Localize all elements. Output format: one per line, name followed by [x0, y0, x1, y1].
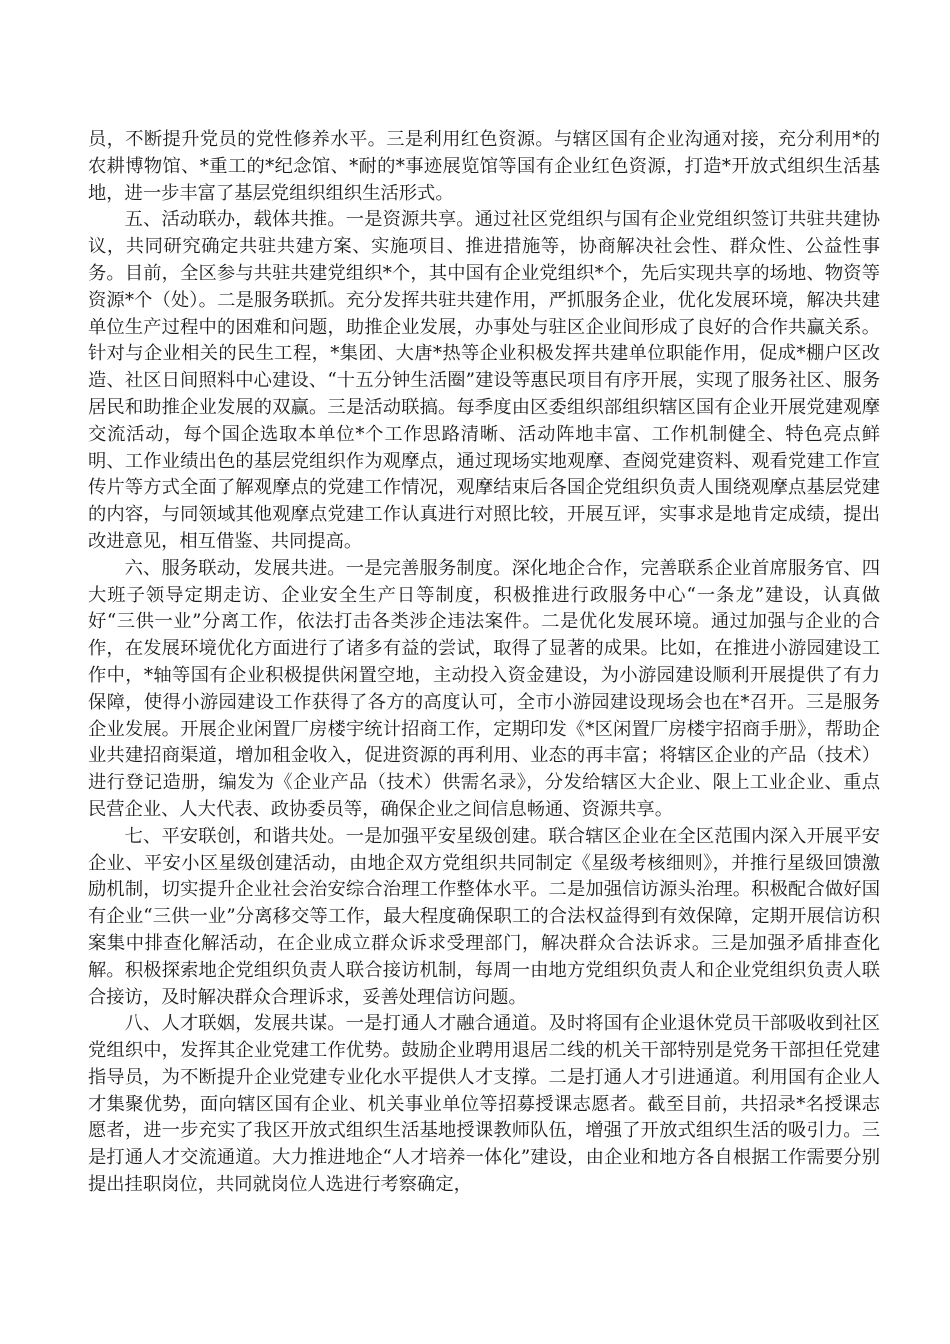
paragraph-section-8: 八、人才联姻，发展共谋。一是打通人才融合通道。及时将国有企业退休党员干部吸收到社区党组织中，发挥其企业党建工作优势。鼓励企业聘用退居二线的机关干部特别是党务干部担任党建指导员，为不断提升企业党建专业化水平提供人才支撑。二是打通人才引进通道。利用国有企业人才集聚优势，面向辖区国有企业、机关事业单位等招募授课志愿者。截至目前，共招录*名授课志愿者，进一步充实了我区开放式组织生活基地授课教师队伍，增强了开放式组织生活的吸引力。三是打通人才交流通道。大力推进地企“人才培养一体化”建设，由企业和地方各自根据工作需要分别提出挂职岗位，共同就岗位人选进行考察确定， [88, 1013, 880, 1196]
paragraph-section-6: 六、服务联动，发展共进。一是完善服务制度。深化地企合作，完善联系企业首席服务官、四大班子领导定期走访、企业安全生产日等制度，积极推进行政服务中心“一条龙”建设，认真做好“三供一业”分离工作，依法打击各类涉企违法案件。二是优化发展环境。通过加强与企业的合作，在发展环境优化方面进行了诸多有益的尝试，取得了显著的成果。比如，在推进小游园建设工作中，*轴等国有企业积极提供闲置空地，主动投入资金建设，为小游园建设顺利开展提供了有力保障，使得小游园建设工作获得了各方的高度认可，全市小游园建设现场会也在*召开。三是服务企业发展。开展企业闲置厂房楼宇统计招商工作，定期印发《*区闲置厂房楼宇招商手册》，帮助企业共建招商渠道，增加租金收入，促进资源的再利用、业态的再丰富；将辖区企业的产品（技术）进行登记造册，编发为《企业产品（技术）供需名录》，分发给辖区大企业、限上工业企业、重点民营企业、人大代表、政协委员等，确保企业之间信息畅通、资源共享。 [88, 557, 880, 820]
paragraph-section-7: 七、平安联创，和谐共处。一是加强平安星级创建。联合辖区企业在全区范围内深入开展平安企业、平安小区星级创建活动，由地企双方党组织共同制定《星级考核细则》，并推行星级回馈激励机制，切实提升企业社会治安综合治理工作整体水平。二是加强信访源头治理。积极配合做好国有企业“三供一业”分离移交等工作，最大程度确保职工的合法权益得到有效保障，定期开展信访积案集中排查化解活动，在企业成立群众诉求受理部门，解决群众合法诉求。三是加强矛盾排查化解。积极探索地企党组织负责人联合接访机制，每周一由地方党组织负责人和企业党组织负责人联合接访，及时解决群众合理诉求，妥善处理信访问题。 [88, 825, 880, 1008]
paragraph-continuation: 员，不断提升党员的党性修养水平。三是利用红色资源。与辖区国有企业沟通对接，充分利用*的农耕博物馆、*重工的*纪念馆、*耐的*事迹展览馆等国有企业红色资源，打造*开放式组织生活基地，进一步丰富了基层党组织组织生活形式。 [88, 129, 880, 204]
paragraph-section-5: 五、活动联办，载体共推。一是资源共享。通过社区党组织与国有企业党组织签订共驻共建协议，共同研究确定共驻共建方案、实施项目、推进措施等，协商解决社会性、群众性、公益性事务。目前，全区参与共驻共建党组织*个，其中国有企业党组织*个，先后实现共享的场地、物资等资源*个（处）。二是服务联抓。充分发挥共驻共建作用，严抓服务企业，优化发展环境，解决共建单位生产过程中的困难和问题，助推企业发展，办事处与驻区企业间形成了良好的合作共赢关系。针对与企业相关的民生工程，*集团、大唐*热等企业积极发挥共建单位职能作用，促成*棚户区改造、社区日间照料中心建设、“十五分钟生活圈”建设等惠民项目有序开展，实现了服务社区、服务居民和助推企业发展的双赢。三是活动联搞。每季度由区委组织部组织辖区国有企业开展党建观摩交流活动，每个国企选取本单位*个工作思路清晰、活动阵地丰富、工作机制健全、特色亮点鲜明、工作业绩出色的基层党组织作为观摩点，通过现场实地观摩、查阅党建资料、观看党建工作宣传片等方式全面了解观摩点的党建工作情况，观摩结束后各国企党组织负责人围绕观摩点基层党建的内容，与同领域其他观摩点党建工作认真进行对照比较，开展互评，实事求是地肯定成绩，提出改进意见，相互借鉴、共同提高。 [88, 209, 880, 552]
document-body [88, 127, 880, 1199]
